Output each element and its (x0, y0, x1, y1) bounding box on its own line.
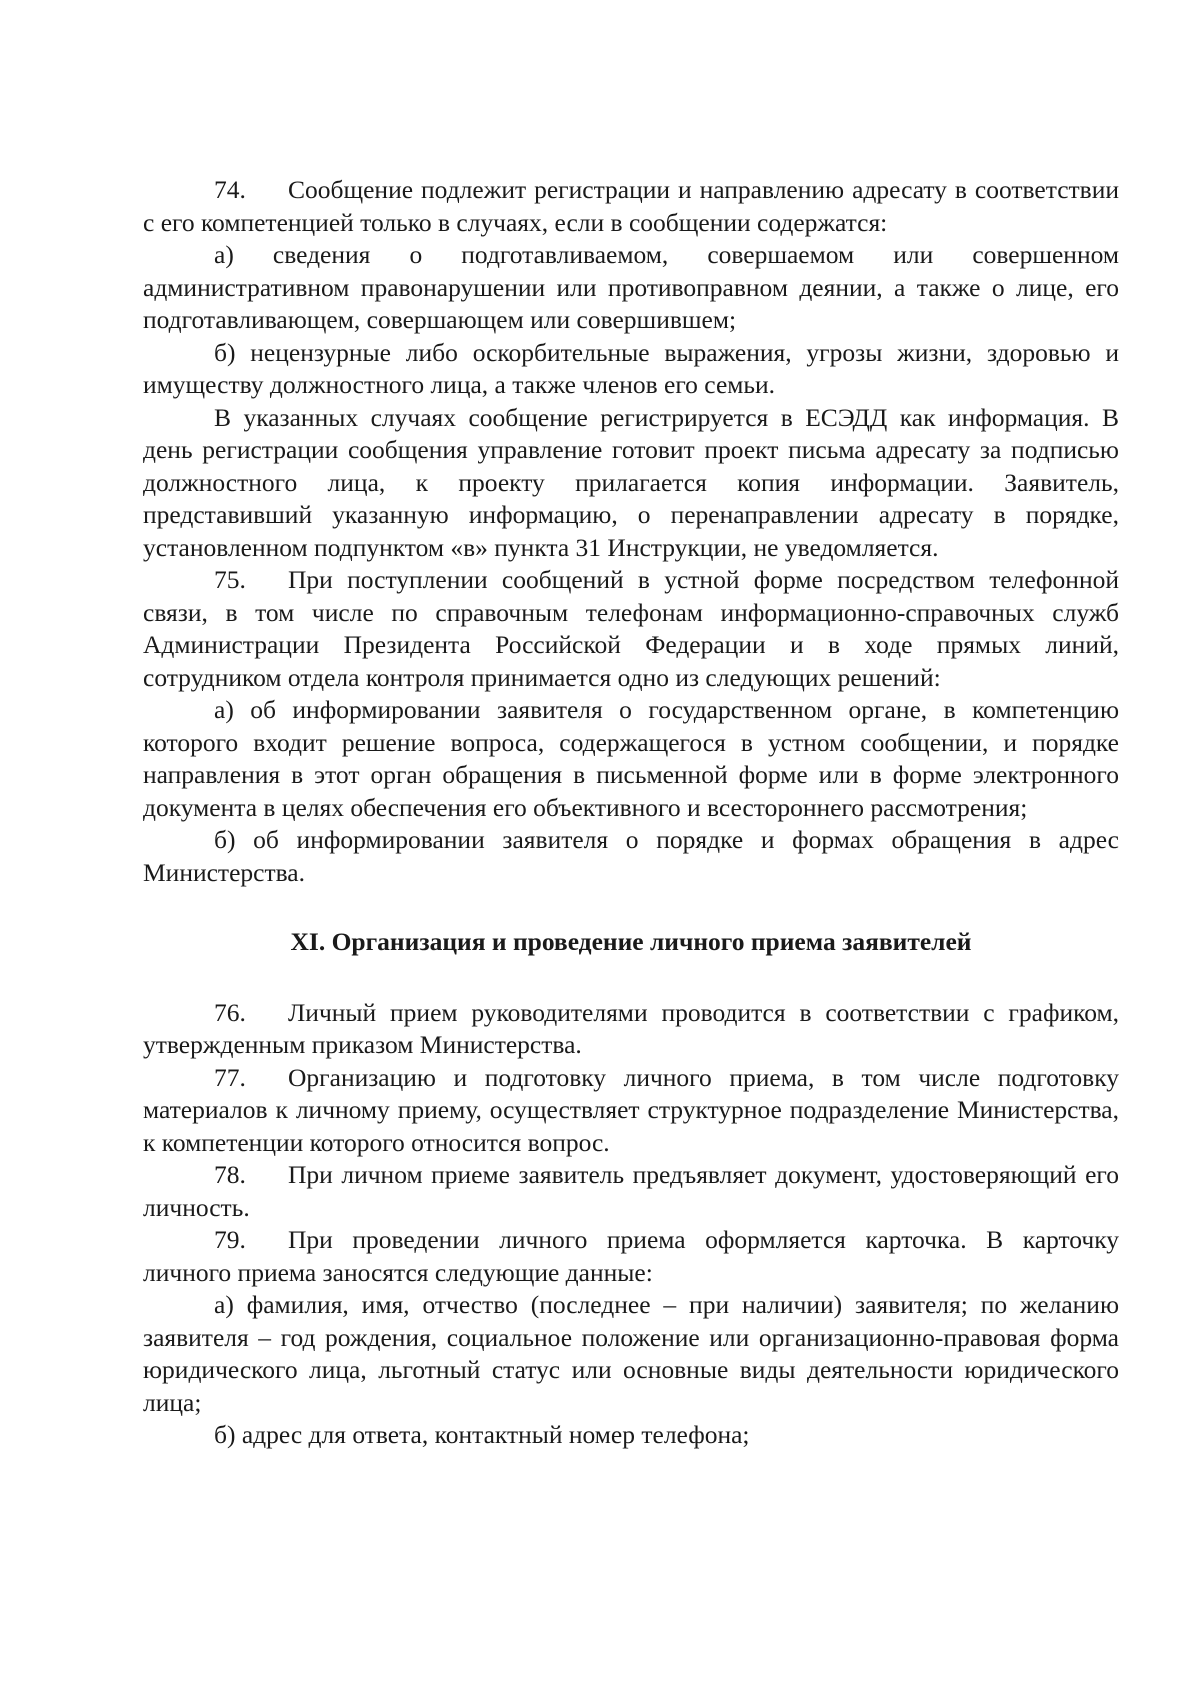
paragraph-text: а) сведения о подготавливаемом, совершаемом или совершенном административном правонарушении или противоправном деянии, а также о лице, его подготавливающем, совершающем или совершившем; (143, 240, 1119, 334)
paragraph-text: а) фамилия, имя, отчество (последнее – при наличии) заявителя; по желанию заявителя – год рождения, социальное положение или организационно-правовая форма юридического лица, льготный статус или основные виды деятельности юридического лица; (143, 1290, 1119, 1417)
paragraph-text: При поступлении сообщений в устной форме посредством телефонной связи, в том числе по справочным телефонам информационно-справочных служб Администрации Президента Российской Федерации и в ходе прямых линий, сотрудником отдела контроля принимается одно из следующих решений: (143, 565, 1119, 692)
paragraph-text: б) нецензурные либо оскорбительные выражения, угрозы жизни, здоровью и имуществу должностного лица, а также членов его семьи. (143, 337, 1119, 399)
paragraph-74-note (143, 402, 1119, 565)
paragraph-text: б) об информировании заявителя о порядке и формах обращения в адрес Министерства. (143, 825, 1119, 887)
paragraph-74-b (143, 337, 1119, 402)
paragraph-number: 78. (214, 1160, 246, 1189)
paragraph-78 (143, 1159, 1119, 1224)
paragraph-75-a (143, 694, 1119, 824)
paragraph-74-a (143, 239, 1119, 337)
document-body (143, 174, 1119, 1452)
paragraph-number: 79. (214, 1225, 246, 1254)
paragraph-text: б) адрес для ответа, контактный номер телефона; (214, 1420, 750, 1449)
paragraph-75-b (143, 824, 1119, 889)
paragraph-text: При проведении личного приема оформляется карточка. В карточку личного приема заносятся следующие данные: (143, 1225, 1119, 1287)
paragraph-79 (143, 1224, 1119, 1289)
paragraph-text: В указанных случаях сообщение регистрируется в ЕСЭДД как информация. В день регистрации сообщения управление готовит проект письма адресату за подписью должностного лица, к проекту прилагается копия информации. Заявитель, представивший указанную информацию, о перенаправлении адресату в порядке, установленном подпунктом «в» пункта 31 Инструкции, не уведомляется. (143, 402, 1119, 562)
paragraph-75 (143, 564, 1119, 694)
paragraph-74 (143, 174, 1119, 239)
paragraph-text: Организацию и подготовку личного приема, в том числе подготовку материалов к личному приему, осуществляет структурное подразделение Министерства, к компетенции которого относится вопрос. (143, 1062, 1119, 1157)
paragraph-text: Сообщение подлежит регистрации и направлению адресату в соответствии с его компетенцией только в случаях, если в сообщении содержатся: (143, 175, 1119, 237)
paragraph-number: 76. (214, 997, 246, 1027)
paragraph-number: 77. (214, 1062, 246, 1092)
paragraph-text: При личном приеме заявитель предъявляет документ, удостоверяющий его личность. (143, 1160, 1119, 1222)
paragraph-79-a (143, 1289, 1119, 1419)
paragraph-76 (143, 997, 1119, 1062)
paragraph-text: Личный прием руководителями проводится в соответствии с графиком, утвержденным приказом Министерства. (143, 997, 1119, 1059)
section-heading: XI. Организация и проведение личного приема заявителей (290, 927, 972, 956)
paragraph-77 (143, 1062, 1119, 1160)
paragraph-number: 74. (214, 175, 246, 204)
paragraph-79-b (143, 1419, 1119, 1452)
paragraph-text: а) об информировании заявителя о государственном органе, в компетенцию которого входит решение вопроса, содержащегося в устном сообщении, и порядке направления в этот орган обращения в письменной форме или в форме электронного документа в целях обеспечения его объективного и всестороннего рассмотрения; (143, 695, 1119, 822)
paragraph-number: 75. (214, 565, 246, 594)
